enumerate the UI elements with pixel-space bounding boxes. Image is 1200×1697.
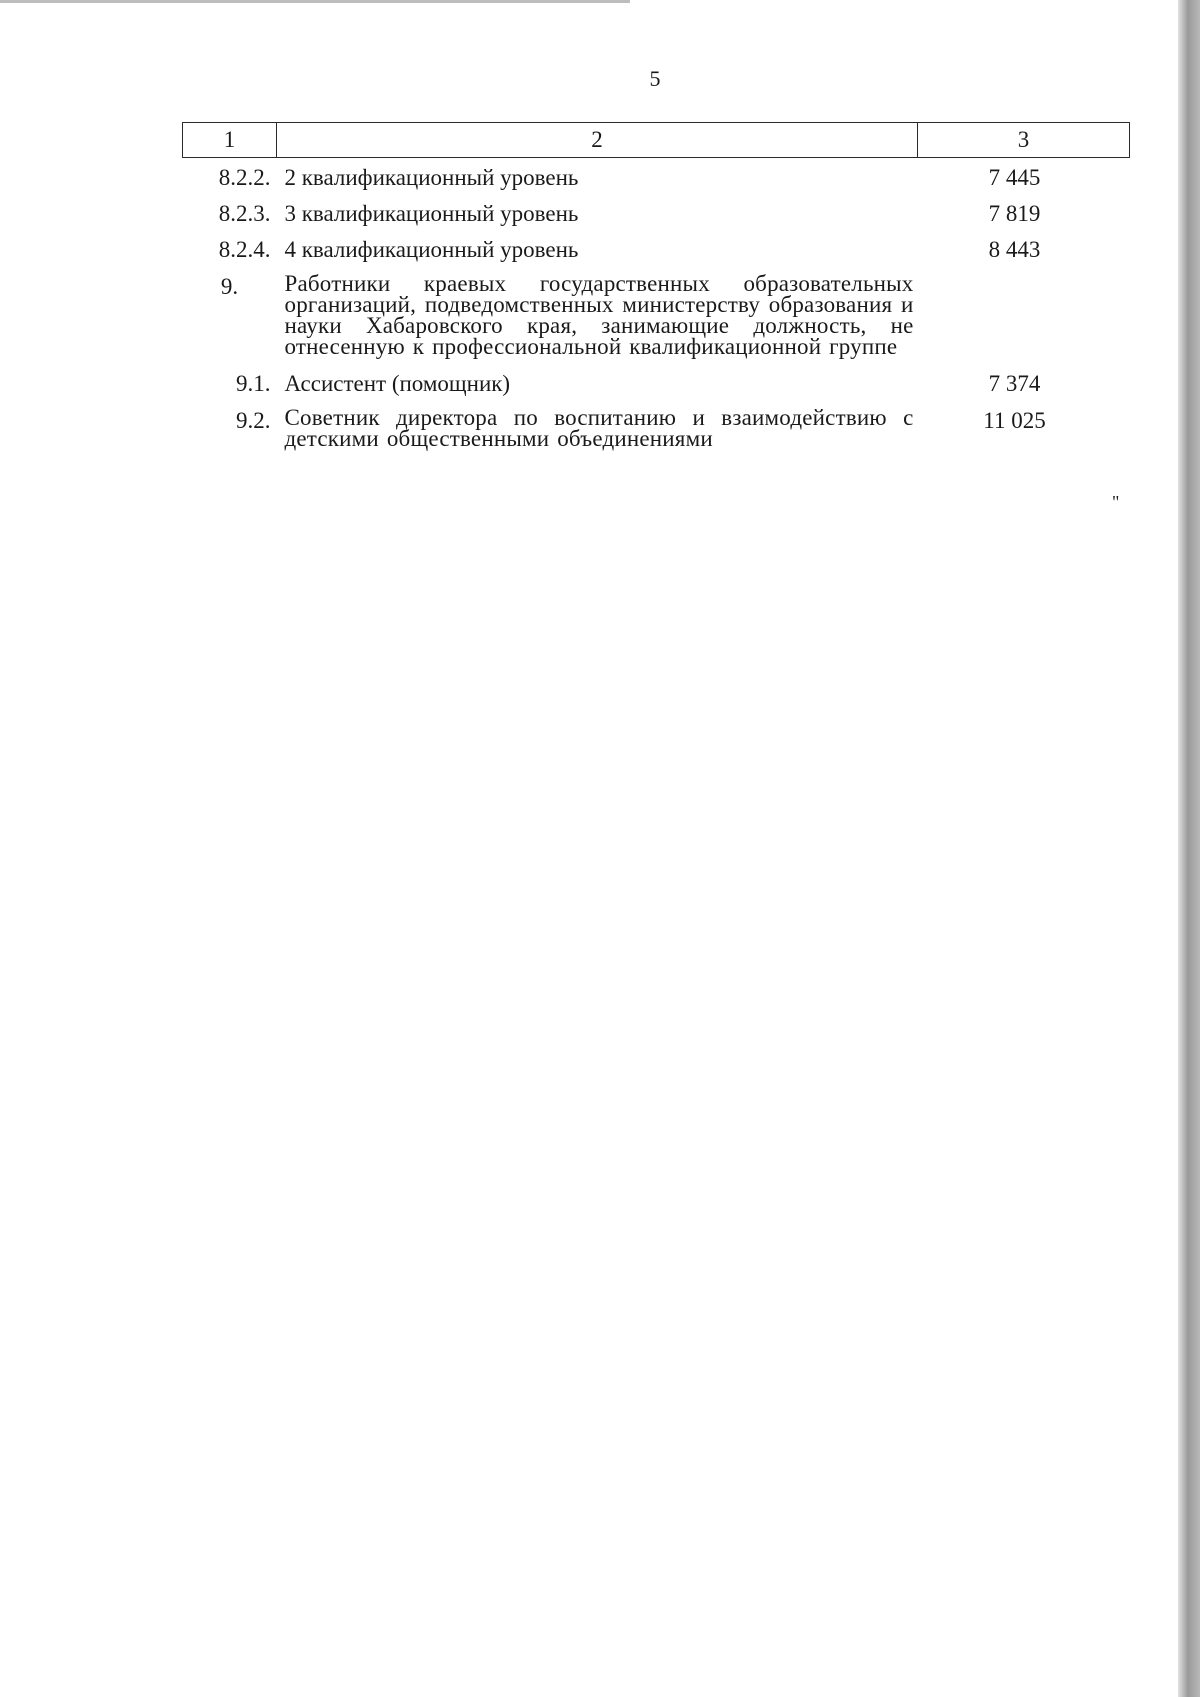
row-number: 8.2.2.: [218, 165, 271, 190]
row-value: 7 819: [988, 201, 1041, 226]
table-row: [183, 158, 1130, 196]
column-header-3: 3: [918, 123, 1130, 158]
row-name: Ассистент (помощник): [284, 371, 511, 396]
row-number: 9.2.: [236, 408, 271, 433]
table-row: [183, 365, 1130, 401]
table-row: [183, 195, 1130, 231]
row-number: 8.2.4.: [218, 237, 271, 262]
row-name: 4 квалификационный уровень: [284, 237, 579, 262]
row-name: Советник директора по воспитанию и взаимодействию с детскими общественными объединениями: [284, 405, 914, 451]
salary-table: [182, 122, 1130, 457]
table-header-row: [183, 123, 1130, 158]
page-number: 5: [649, 66, 661, 91]
scan-right-edge: [1178, 0, 1200, 1697]
row-name: 3 квалификационный уровень: [284, 201, 579, 226]
row-value: [918, 267, 1130, 365]
closing-quote-mark: ": [1112, 492, 1120, 512]
table-row: [183, 267, 1130, 365]
column-header-2: 2: [277, 123, 918, 158]
row-name: Работники краевых государственных образовательных организаций, подведомственных министерству образования и науки Хабаровского края, занимающие должность, не отнесенную к профессиональной квалификационной группе: [284, 271, 914, 359]
table-row: [183, 401, 1130, 457]
row-number: 8.2.3.: [218, 201, 271, 226]
scan-top-edge: [0, 0, 630, 3]
row-value: 7 374: [988, 371, 1041, 396]
row-value: 11 025: [983, 408, 1046, 433]
row-value: 8 443: [988, 237, 1041, 262]
row-name: 2 квалификационный уровень: [284, 165, 579, 190]
row-number: 9.: [220, 274, 239, 299]
row-number: 9.1.: [236, 371, 271, 396]
table-row: [183, 231, 1130, 267]
row-value: 7 445: [988, 165, 1041, 190]
column-header-1: 1: [183, 123, 277, 158]
